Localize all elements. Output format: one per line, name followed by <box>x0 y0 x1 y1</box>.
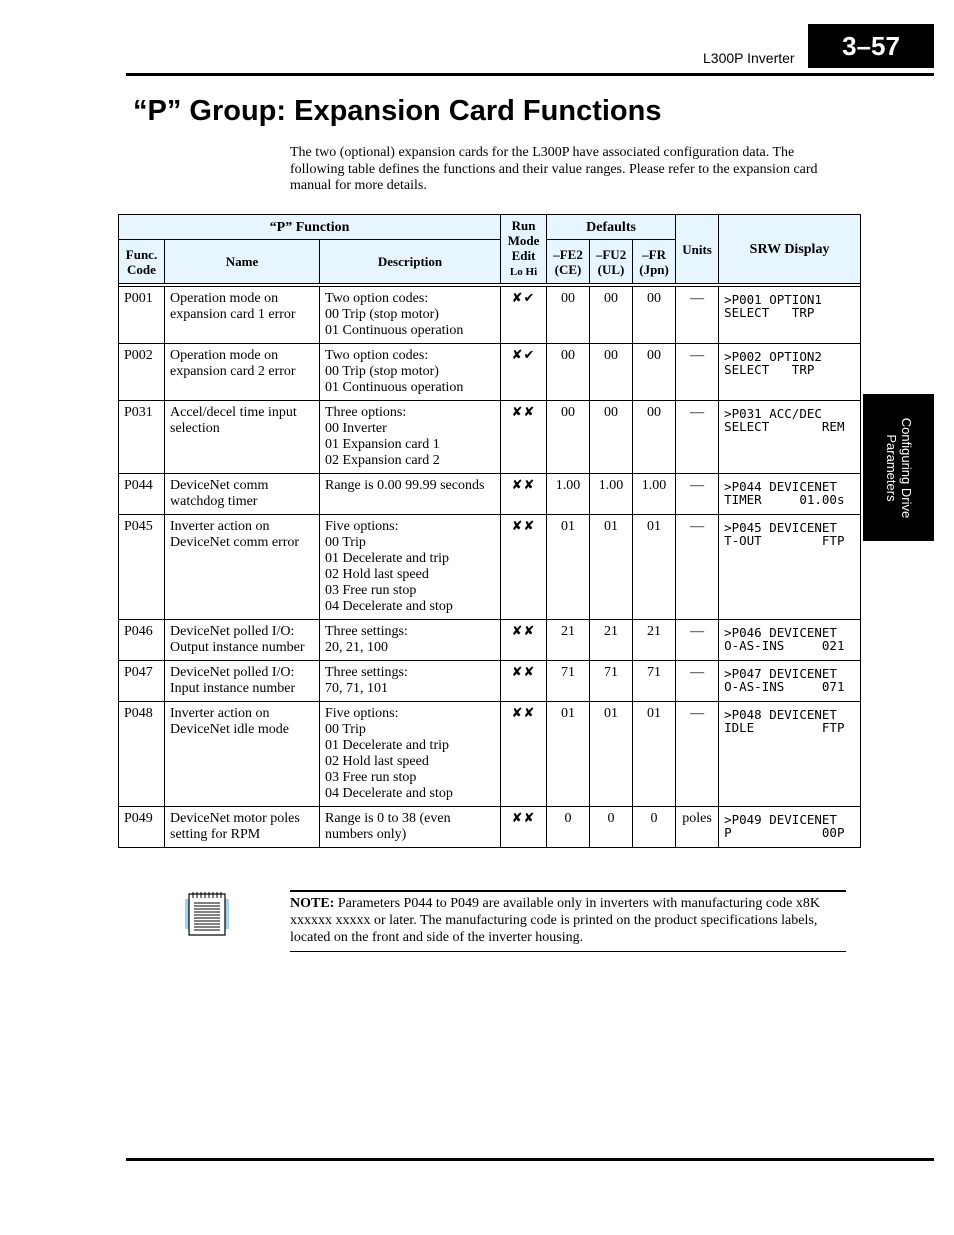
func-code-header: Func. Code <box>119 240 165 284</box>
header-product-name: L300P Inverter <box>703 50 795 66</box>
srw-display-cell: >P047 DEVICENET O-AS-INS 071 <box>719 661 861 702</box>
name-cell: Operation mode on expansion card 2 error <box>165 344 320 401</box>
description-line: 20, 21, 100 <box>325 640 388 655</box>
section-side-tab <box>863 394 934 541</box>
units-header: Units <box>676 215 719 284</box>
description-cell <box>320 807 501 848</box>
description-line: Two option codes: <box>325 291 429 306</box>
run-mode-edit-cell: ✘✘ <box>501 661 547 702</box>
description-line: Range is 0.00 99.99 seconds <box>325 478 485 493</box>
func-code-cell: P045 <box>119 515 165 620</box>
srw-display-cell: >P049 DEVICENET P 00P <box>719 807 861 848</box>
description-line: 00 Trip (stop motor) <box>325 307 439 322</box>
fu2-label: –FU2 <box>595 246 627 262</box>
default-fe2-cell: 00 <box>547 344 590 401</box>
fr-header <box>633 240 676 284</box>
table-row <box>119 661 861 702</box>
description-line: Three settings: <box>325 665 408 680</box>
side-tab-line1: Configuring Drive <box>898 417 914 518</box>
name-cell: Accel/decel time input selection <box>165 401 320 474</box>
description-cell <box>320 620 501 661</box>
units-cell: — <box>676 515 719 620</box>
description-cell <box>320 474 501 515</box>
default-fu2-cell: 01 <box>590 702 633 807</box>
run-mode-edit-cell: ✘✘ <box>501 474 547 515</box>
run-mode-edit-cell: ✘✘ <box>501 620 547 661</box>
table-row <box>119 401 861 474</box>
description-line: 03 Free run stop <box>325 583 417 598</box>
intro-paragraph: The two (optional) expansion cards for the L300P have associated configuration data. The following table defines the functions and their value ranges. Please refer to the expansion card manual for more details. <box>290 145 818 193</box>
default-fu2-cell: 00 <box>590 401 633 474</box>
description-line: 02 Expansion card 2 <box>325 453 440 468</box>
description-cell <box>320 702 501 807</box>
description-line: Five options: <box>325 706 399 721</box>
description-line: 00 Inverter <box>325 421 387 436</box>
default-fe2-cell: 21 <box>547 620 590 661</box>
units-cell: — <box>676 661 719 702</box>
run-mode-edit-cell: ✘✘ <box>501 515 547 620</box>
description-line: 03 Free run stop <box>325 770 417 785</box>
table-row <box>119 807 861 848</box>
default-fe2-cell: 0 <box>547 807 590 848</box>
name-cell: Inverter action on DeviceNet idle mode <box>165 702 320 807</box>
description-line: 04 Decelerate and stop <box>325 599 453 614</box>
default-fe2-cell: 01 <box>547 515 590 620</box>
default-fr-cell: 0 <box>633 807 676 848</box>
run-mode-edit-cell: ✘✘ <box>501 702 547 807</box>
description-line: 00 Trip <box>325 722 366 737</box>
srw-display-cell: >P045 DEVICENET T-OUT FTP <box>719 515 861 620</box>
func-code-cell: P049 <box>119 807 165 848</box>
srw-display-cell: >P044 DEVICENET TIMER 01.00s <box>719 474 861 515</box>
functions-table <box>118 214 861 848</box>
default-fr-cell: 01 <box>633 702 676 807</box>
header-rule <box>126 73 934 76</box>
fu2-sub: (UL) <box>597 261 625 277</box>
fe2-sub: (CE) <box>554 261 582 277</box>
note-label: NOTE: <box>290 896 335 911</box>
run-mode-edit-header <box>501 215 547 284</box>
description-line: 01 Continuous operation <box>325 380 464 395</box>
fr-label: –FR <box>642 246 666 262</box>
description-cell <box>320 344 501 401</box>
description-header: Description <box>320 240 501 284</box>
units-cell: — <box>676 287 719 344</box>
fe2-label: –FE2 <box>553 246 583 262</box>
description-line: Two option codes: <box>325 348 429 363</box>
units-cell: — <box>676 344 719 401</box>
default-fu2-cell: 00 <box>590 287 633 344</box>
default-fr-cell: 00 <box>633 401 676 474</box>
default-fu2-cell: 71 <box>590 661 633 702</box>
default-fe2-cell: 1.00 <box>547 474 590 515</box>
description-line: 70, 71, 101 <box>325 681 388 696</box>
name-cell: DeviceNet comm watchdog timer <box>165 474 320 515</box>
table-row <box>119 344 861 401</box>
srw-display-header: SRW Display <box>719 215 861 284</box>
description-line: 01 Decelerate and trip <box>325 738 449 753</box>
note-body: Parameters P044 to P049 are available only in inverters with manufacturing code x8K xxxxxx xxxxx or later. The manufacturing code is printed on the product specifications labels, located on the front and side of the inverter housing. <box>290 896 820 945</box>
default-fu2-cell: 1.00 <box>590 474 633 515</box>
fe2-header <box>547 240 590 284</box>
side-tab-line2: Parameters <box>883 433 899 502</box>
default-fr-cell: 1.00 <box>633 474 676 515</box>
description-cell <box>320 515 501 620</box>
default-fr-cell: 21 <box>633 620 676 661</box>
func-code-cell: P048 <box>119 702 165 807</box>
note-block <box>290 890 846 952</box>
run-mode-edit-cell: ✘✔ <box>501 287 547 344</box>
name-cell: DeviceNet polled I/O: Output instance number <box>165 620 320 661</box>
func-code-cell: P031 <box>119 401 165 474</box>
default-fe2-cell: 00 <box>547 287 590 344</box>
run-mode-edit-label: Run Mode Edit <box>507 218 540 263</box>
description-line: 04 Decelerate and stop <box>325 786 453 801</box>
description-line: 02 Hold last speed <box>325 567 429 582</box>
srw-display-cell: >P002 OPTION2 SELECT TRP <box>719 344 861 401</box>
description-cell <box>320 401 501 474</box>
description-line: 01 Decelerate and trip <box>325 551 449 566</box>
description-line: Three settings: <box>325 624 408 639</box>
description-line: Range is 0 to 38 (even numbers only) <box>325 811 451 842</box>
description-cell <box>320 661 501 702</box>
p-function-header: “P” Function <box>119 215 501 240</box>
default-fe2-cell: 01 <box>547 702 590 807</box>
notepad-icon <box>184 889 230 937</box>
note-text <box>290 895 846 946</box>
fr-sub: (Jpn) <box>639 261 669 277</box>
name-cell: DeviceNet polled I/O: Input instance number <box>165 661 320 702</box>
fu2-header <box>590 240 633 284</box>
name-header: Name <box>165 240 320 284</box>
description-cell <box>320 287 501 344</box>
table-row <box>119 620 861 661</box>
description-line: 02 Hold last speed <box>325 754 429 769</box>
default-fr-cell: 00 <box>633 344 676 401</box>
units-cell: — <box>676 401 719 474</box>
table-row <box>119 287 861 344</box>
page-title: “P” Group: Expansion Card Functions <box>133 95 662 127</box>
run-mode-edit-cell: ✘✘ <box>501 807 547 848</box>
description-line: 00 Trip (stop motor) <box>325 364 439 379</box>
default-fr-cell: 01 <box>633 515 676 620</box>
srw-display-cell: >P048 DEVICENET IDLE FTP <box>719 702 861 807</box>
description-line: 01 Expansion card 1 <box>325 437 440 452</box>
run-mode-edit-cell: ✘✔ <box>501 344 547 401</box>
description-line: 00 Trip <box>325 535 366 550</box>
description-line: 01 Continuous operation <box>325 323 464 338</box>
table-row <box>119 702 861 807</box>
func-code-cell: P044 <box>119 474 165 515</box>
default-fu2-cell: 0 <box>590 807 633 848</box>
func-code-cell: P046 <box>119 620 165 661</box>
defaults-header: Defaults <box>547 215 676 240</box>
srw-display-cell: >P046 DEVICENET O-AS-INS 021 <box>719 620 861 661</box>
units-cell: — <box>676 620 719 661</box>
func-code-cell: P047 <box>119 661 165 702</box>
default-fu2-cell: 01 <box>590 515 633 620</box>
default-fe2-cell: 71 <box>547 661 590 702</box>
units-cell: — <box>676 702 719 807</box>
srw-display-cell: >P001 OPTION1 SELECT TRP <box>719 287 861 344</box>
page-number-badge: 3–57 <box>808 24 934 68</box>
default-fr-cell: 71 <box>633 661 676 702</box>
lo-hi-label: Lo Hi <box>509 266 538 278</box>
name-cell: Operation mode on expansion card 1 error <box>165 287 320 344</box>
func-code-cell: P002 <box>119 344 165 401</box>
units-cell: poles <box>676 807 719 848</box>
default-fr-cell: 00 <box>633 287 676 344</box>
default-fu2-cell: 21 <box>590 620 633 661</box>
footer-rule <box>126 1158 934 1161</box>
description-line: Three options: <box>325 405 407 420</box>
srw-display-cell: >P031 ACC/DEC SELECT REM <box>719 401 861 474</box>
default-fe2-cell: 00 <box>547 401 590 474</box>
name-cell: DeviceNet motor poles setting for RPM <box>165 807 320 848</box>
run-mode-edit-cell: ✘✘ <box>501 401 547 474</box>
name-cell: Inverter action on DeviceNet comm error <box>165 515 320 620</box>
description-line: Five options: <box>325 519 399 534</box>
table-row <box>119 515 861 620</box>
func-code-cell: P001 <box>119 287 165 344</box>
units-cell: — <box>676 474 719 515</box>
default-fu2-cell: 00 <box>590 344 633 401</box>
table-row <box>119 474 861 515</box>
